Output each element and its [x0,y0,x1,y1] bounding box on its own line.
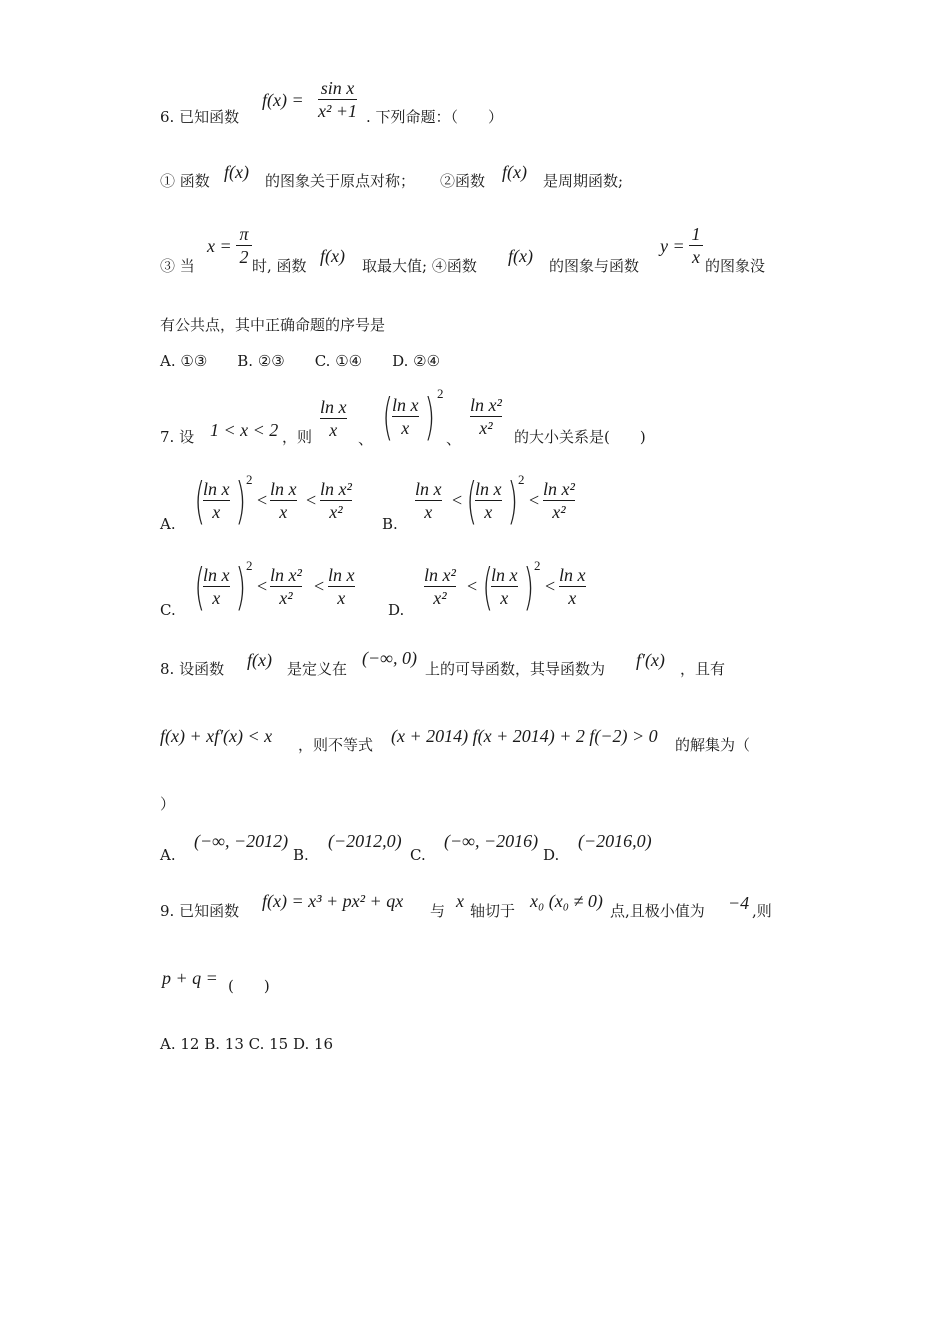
term-den: x² [552,502,566,522]
right-paren: ) [235,472,247,530]
term-den: x² [279,588,293,608]
q6-pi-frac [236,224,252,267]
q7-d-term2 [491,565,518,608]
term-den: x² [329,502,343,522]
q6-line3-b: 时, 函数 [252,257,307,275]
q7-condition: 1 < x < 2 [210,420,279,440]
fraction-bar [328,586,355,587]
term-num: ln x [328,565,355,585]
term-num: ln x [203,479,230,499]
q7-expr3-den: x² [479,418,493,438]
term-num: ln x² [320,479,352,499]
q7-mid: ，则 [282,428,313,446]
less-than: < [306,490,317,510]
fraction-bar [689,245,703,246]
term-den: x [212,502,221,522]
term-num: ln x² [543,479,575,499]
less-than: < [529,490,540,510]
q6-xden: x [692,247,700,267]
less-than: < [452,490,463,510]
q7-b-term3 [543,479,575,522]
fraction-bar [415,500,442,501]
right-paren: ) [424,388,436,446]
term-num: ln x [270,479,297,499]
left-paren: ( [482,558,494,616]
right-paren: ) [507,472,519,530]
square-sup: 2 [534,558,541,573]
term-den: x [212,588,221,608]
q9-end: ,则 [752,902,772,920]
fraction-bar [559,586,586,587]
term-den: x [484,502,493,522]
term-num: ln x² [424,565,456,585]
q7-opt-a: A. [160,515,176,533]
term-den: x [568,588,577,608]
q6-line3-e: 的图象没 [705,257,766,275]
q8-c-val: (−∞, −2016) [444,831,539,851]
less-than: < [314,576,325,596]
q8-b-val: (−2012,0) [328,831,402,851]
q7-expr1-den: x [329,420,338,440]
q6-prefix: 6. 已知函数 [160,108,240,126]
left-paren: ( [194,472,206,530]
q9-pq: p + q = [162,968,218,988]
term-num: ln x [491,565,518,585]
q9-func: f(x) = x³ + px² + qx [262,891,404,911]
q8-opt-b: B. [293,846,309,864]
fraction-bar [203,500,230,501]
fraction-bar [392,416,419,417]
q7-a-term2 [270,479,297,522]
q9-point: x₀ (x₀ ≠ 0) [530,891,603,911]
q8-end: ，且有 [680,660,726,678]
less-than: < [257,490,268,510]
less-than: < [467,576,478,596]
q8-a-val: (−∞, −2012) [194,831,289,851]
q7-c-term3 [328,565,355,608]
fraction-bar [318,99,357,100]
q7-b-term1 [415,479,442,522]
q8-interval: (−∞, 0) [362,648,417,668]
term-den: x [279,502,288,522]
q9-minval: −4 [728,893,750,913]
q8-def: 是定义在 [287,660,348,678]
q6-suffix: . 下列命题：（ ） [366,108,504,126]
left-paren: ( [382,388,394,446]
q6-line2-d: 是周期函数; [543,172,624,190]
fraction-bar [491,586,518,587]
right-paren: ) [235,558,247,616]
q7-a-term3 [320,479,352,522]
q7-opt-d: D. [388,601,405,619]
term-num: ln x [415,479,442,499]
q6-fx4: f(x) [508,246,533,266]
q7-d-term1 [424,565,456,608]
q6-pi: π [239,224,249,244]
q6-line2-c: ②函数 [440,172,486,190]
left-paren: ( [466,472,478,530]
q7-expr2-sq: 2 [437,386,444,401]
q6-func-lhs: f(x) = [262,90,304,110]
q7-d-term3 [559,565,586,608]
q7-expr3-num: ln x² [470,395,502,415]
q7-prefix: 7. 设 [160,428,195,446]
q6-line4: 有公共点，其中正确命题的序号是 [160,316,386,334]
square-sup: 2 [246,558,253,573]
q6-fx3: f(x) [320,246,345,266]
fraction-bar [270,586,302,587]
term-num: ln x [203,565,230,585]
term-num: ln x² [270,565,302,585]
q8-d-val: (−2016,0) [578,831,652,851]
q6-line3-c: 取最大值; ④函数 [362,257,477,275]
q6-two: 2 [239,247,249,267]
q8-mid: 上的可导函数，其导函数为 [425,660,606,678]
q6-line2-a: ① 函数 [160,172,210,190]
q7-b-term2 [475,479,502,522]
q8-fpx: f′(x) [636,650,665,670]
term-den: x² [433,588,447,608]
q6-frac-den: x² +1 [318,101,358,121]
term-num: ln x [559,565,586,585]
q8-ineq2: (x + 2014) f(x + 2014) + 2 f(−2) > 0 [391,726,658,746]
fraction-bar [475,500,502,501]
q7-sep2: 、 [446,430,462,448]
q9-paren: ( ) [228,977,270,995]
q7-opt-b: B. [382,515,398,533]
q7-expr1-num: ln x [320,397,347,417]
left-paren: ( [194,558,206,616]
q9-mid: 与 [430,902,446,920]
q9-mid3: 点,且极小值为 [610,902,705,920]
q8-ineq1: f(x) + xf′(x) < x [160,726,273,746]
term-den: x [337,588,346,608]
q9-mid2: 轴切于 [470,902,516,920]
term-den: x [424,502,433,522]
square-sup: 2 [246,472,253,487]
fraction-bar [543,500,575,501]
q6-y-eq: y = [660,236,685,256]
less-than: < [545,576,556,596]
fraction-bar [203,586,230,587]
q8-close: ） [160,795,176,813]
q7-expr2 [392,395,419,438]
q9-xaxis: x [456,891,464,911]
q8-prefix: 8. 设函数 [160,660,225,678]
fraction-bar [470,416,502,417]
q7-opt-c: C. [160,601,176,619]
fraction-bar [270,500,297,501]
q8-mid2: ，则不等式 [298,736,374,754]
q6-frac-num: sin x [320,78,355,98]
q6-fx2: f(x) [502,162,527,182]
q6-options: A. ①③ B. ②③ C. ①④ D. ②④ [160,352,441,370]
q8-opt-a: A. [160,846,176,864]
q7-c-term2 [270,565,302,608]
q8-opt-c: C. [410,846,426,864]
q7-a-term1 [203,479,230,522]
q7-sep1: 、 [358,430,374,448]
fraction-bar [236,245,252,246]
q7-c-term1 [203,565,230,608]
q6-line3-a: ③ 当 [160,257,195,275]
term-den: x [500,588,509,608]
term-num: ln x [475,479,502,499]
q6-fx1: f(x) [224,162,249,182]
right-paren: ) [523,558,535,616]
q9-prefix: 9. 已知函数 [160,902,240,920]
fraction-bar [320,500,352,501]
q6-x-eq: x = [207,236,232,256]
fraction-bar [424,586,456,587]
q6-line3-d: 的图象与函数 [549,257,640,275]
q6-line2-b: 的图象关于原点对称； [265,172,416,190]
square-sup: 2 [518,472,525,487]
q7-expr2-den: x [401,418,410,438]
q7-expr1 [320,397,347,440]
q6-one-over-x [689,224,703,267]
q8-fx: f(x) [247,650,272,670]
less-than: < [257,576,268,596]
q8-end2: 的解集为（ [675,736,751,754]
q7-expr2-num: ln x [392,395,419,415]
q9-options: A. 12 B. 13 C. 15 D. 16 [160,1035,334,1053]
q8-opt-d: D. [543,846,560,864]
fraction-bar [320,418,347,419]
q7-expr3 [470,395,502,438]
q6-fraction [318,78,357,121]
q7-suffix: 的大小关系是( ) [514,428,646,446]
q6-one: 1 [691,224,701,244]
